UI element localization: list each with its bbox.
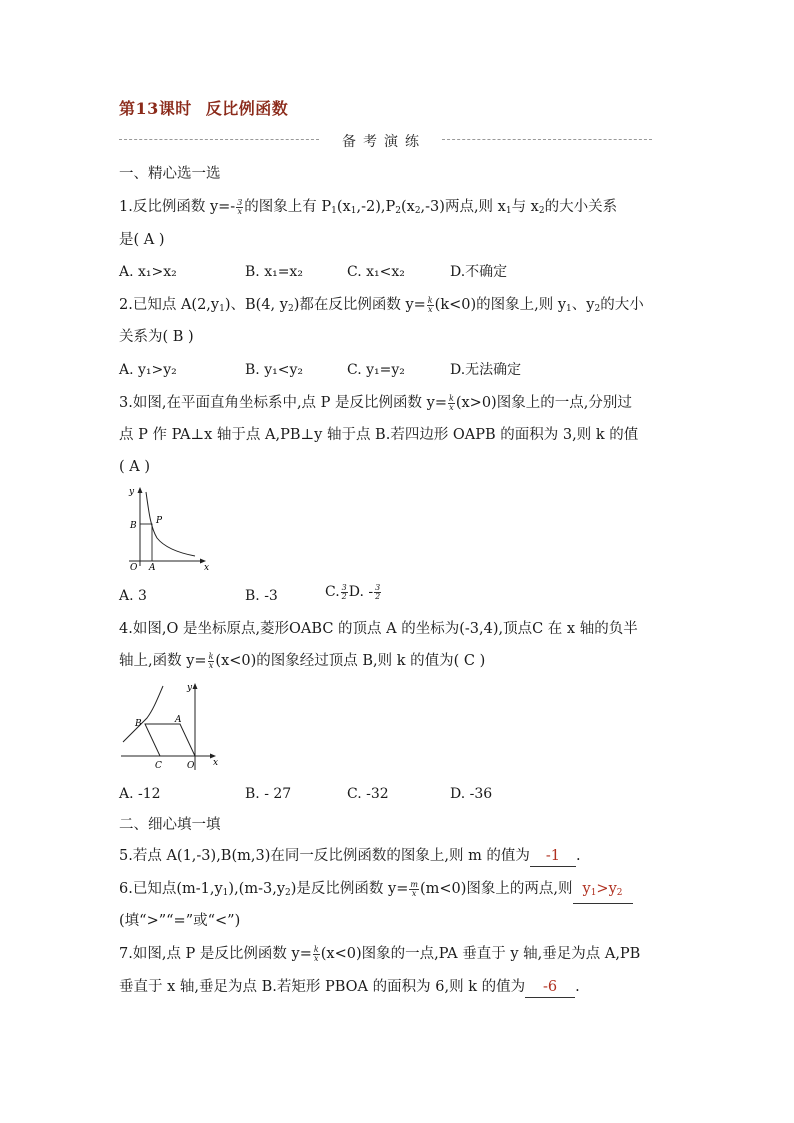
q6-answer-part: y: [582, 881, 591, 897]
q4-figure: [115, 680, 225, 775]
q4-label-a: A: [175, 715, 182, 725]
q2-frac-numerator: k: [427, 295, 433, 305]
q3-rectangle-oapb: [140, 524, 152, 561]
q3-label-o: O: [130, 563, 138, 573]
question-3-line-2: 点 P 作 PA⊥x 轴于点 A,PB⊥y 轴于点 B.若四边形 OAPB 的面积为 3,则 k 的值: [119, 427, 639, 443]
q5-text: 5.若点 A(1,-3),B(m,3)在同一反比例函数的图象上,则 m 的值为: [119, 848, 530, 864]
q1-text: ,-3)两点,则 x: [420, 199, 506, 215]
q1-text: 与 x: [511, 199, 539, 215]
q3-optc-numerator: 3: [341, 582, 347, 592]
question-6-line-1: [119, 879, 633, 904]
q4-label-y: y: [187, 683, 193, 693]
q1-sub: 1: [350, 206, 357, 216]
q6-text: )是反比例函数 y=: [290, 881, 409, 897]
lesson-number: 第13课时: [119, 99, 192, 118]
q2-option-b: B. y₁<y₂: [245, 362, 303, 378]
q2-fraction: [427, 297, 434, 314]
q4-frac-numerator: k: [208, 651, 214, 661]
question-1-line-1: [119, 197, 617, 221]
question-2-line-2: 关系为( B ): [119, 329, 194, 345]
q1-fraction: [236, 199, 243, 216]
q2-text: 2.已知点 A(2,y: [119, 297, 220, 313]
q2-sub: 2: [594, 304, 601, 314]
q2-text: 、y: [571, 297, 595, 313]
q2-text: 的大小: [600, 297, 644, 313]
q4-text: (x<0)的图象经过顶点 B,则 k 的值为( C ): [215, 653, 486, 669]
divider-label: 备考演练: [342, 134, 426, 150]
q1-text: 的图象上有 P: [244, 199, 332, 215]
question-7-line-1: [119, 944, 640, 964]
q7-frac-numerator: k: [313, 944, 319, 954]
q4-curve: [123, 686, 163, 742]
q1-option-d: D.不确定: [450, 264, 508, 280]
q4-option-d: D. -36: [450, 786, 493, 802]
question-4-line-1: 4.如图,O 是坐标原点,菱形OABC 的顶点 A 的坐标为(-3,4),顶点C 在 x 轴的负半: [119, 621, 638, 637]
q3-option-a: A. 3: [119, 588, 147, 604]
q4-rhombus-oabc: [145, 724, 195, 756]
q4-text: 轴上,函数 y=: [119, 653, 207, 669]
q7-fraction: [313, 946, 320, 963]
q3-option-c-d: [325, 582, 382, 602]
q1-option-a: A. x₁>x₂: [119, 264, 177, 280]
q1-frac-denominator: x: [237, 206, 242, 216]
q1-text: (x: [336, 199, 351, 215]
q2-text: )都在反比例函数 y=: [293, 297, 426, 313]
q1-option-b: B. x₁=x₂: [245, 264, 303, 280]
divider-right-line: [442, 139, 652, 140]
q3-y-arrow-icon: [138, 487, 143, 493]
q4-option-c: C. -32: [347, 786, 389, 802]
q2-text: )、B(4, y: [224, 297, 288, 313]
q6-answer-sub: 2: [616, 888, 623, 898]
q7-text: 7.如图,点 P 是反比例函数 y=: [119, 946, 312, 962]
q2-frac-denominator: x: [427, 304, 433, 314]
q5-answer-blank[interactable]: -1: [530, 846, 576, 867]
q6-fraction: [409, 881, 419, 898]
q4-label-b: B: [135, 719, 142, 729]
q2-sub: 1: [219, 304, 225, 314]
q6-frac-denominator: x: [411, 888, 417, 898]
question-5: [119, 846, 581, 867]
q3-label-p: P: [156, 516, 163, 526]
q6-answer-blank[interactable]: [573, 879, 633, 904]
q3-label-a: A: [149, 563, 156, 573]
q4-label-o: O: [187, 761, 195, 771]
q4-frac-denominator: x: [208, 660, 214, 670]
question-3-line-1: [119, 393, 632, 413]
q1-sub: 1: [505, 206, 512, 216]
q3-label-x: x: [204, 563, 210, 573]
q7-frac-denominator: x: [314, 953, 319, 963]
q3-option-c-fraction: [341, 584, 348, 601]
q2-text: (k<0)的图象上,则 y: [434, 297, 567, 313]
q3-optd-denominator: 2: [375, 591, 381, 601]
q6-sub: 1: [222, 888, 229, 898]
q2-sub: 2: [287, 304, 294, 314]
question-4-line-2: [119, 651, 485, 671]
q3-label-y: y: [129, 487, 135, 497]
question-6-line-2: (填“>”“=”或“<”): [119, 913, 241, 929]
q4-option-a: A. -12: [119, 786, 161, 802]
q7-text: .: [575, 979, 580, 995]
q4-y-arrow-icon: [193, 683, 198, 689]
q2-option-d: D.无法确定: [450, 362, 522, 378]
question-1-line-2: 是( A ): [119, 232, 165, 248]
q3-curve: [146, 492, 195, 556]
q7-text: 垂直于 x 轴,垂足为点 B.若矩形 PBOA 的面积为 6,则 k 的值为: [119, 979, 526, 995]
q3-label-b: B: [130, 521, 137, 531]
q1-sub: 2: [538, 206, 545, 216]
question-7-line-2: [119, 977, 580, 998]
q1-sub: 2: [395, 206, 401, 216]
q3-frac-numerator: k: [448, 393, 454, 403]
page-title: [119, 96, 288, 119]
q6-frac-numerator: m: [410, 879, 418, 889]
q1-frac-numerator: 3: [237, 197, 243, 207]
q1-text: ,-2),P: [356, 199, 396, 215]
q3-optc-denominator: 2: [341, 591, 347, 601]
q4-option-b: B. - 27: [245, 786, 292, 802]
section-heading-fill: 二、细心填一填: [119, 817, 221, 833]
q1-text: (x: [400, 199, 415, 215]
q3-option-d-label: D. -: [348, 584, 374, 600]
q3-option-c-label: C.: [325, 584, 340, 600]
q5-text: .: [575, 848, 581, 864]
lesson-topic: 反比例函数: [205, 99, 289, 118]
q6-answer-sub: 1: [590, 888, 597, 898]
section-divider: [119, 131, 652, 149]
section-heading-choice: 一、精心选一选: [119, 166, 221, 182]
q3-option-b: B. -3: [245, 588, 278, 604]
q6-sub: 2: [285, 888, 291, 898]
q4-fraction: [208, 653, 215, 670]
q1-sub: 2: [414, 206, 421, 216]
q7-answer-blank[interactable]: -6: [525, 977, 575, 998]
divider-left-line: [119, 139, 319, 140]
q3-optd-numerator: 3: [375, 582, 381, 592]
q1-option-c: C. x₁<x₂: [347, 264, 405, 280]
q1-text: 1.反比例函数 y=-: [119, 199, 236, 215]
q3-text: 3.如图,在平面直角坐标系中,点 P 是反比例函数 y=: [119, 395, 447, 411]
q7-text: (x<0)图象的一点,PA 垂直于 y 轴,垂足为点 A,PB: [320, 946, 641, 962]
q1-text: 的大小关系: [544, 199, 618, 215]
q2-sub: 1: [566, 304, 572, 314]
q2-option-c: C. y₁=y₂: [347, 362, 405, 378]
q6-text: (m<0)图象上的两点,则: [419, 881, 573, 897]
q2-option-a: A. y₁>y₂: [119, 362, 177, 378]
q6-text: 6.已知点(m-1,y: [119, 881, 223, 897]
q3-figure: [115, 484, 215, 574]
question-2-line-1: [119, 295, 644, 319]
q3-frac-denominator: x: [449, 402, 454, 412]
q3-fraction: [448, 395, 455, 412]
q1-sub: 1: [331, 206, 337, 216]
q6-answer-part: >y: [596, 881, 617, 897]
q3-option-d-fraction: [374, 584, 381, 601]
q4-label-c: C: [155, 761, 162, 771]
q4-label-x: x: [213, 758, 219, 768]
q3-text: (x>0)图象上的一点,分别过: [455, 395, 632, 411]
question-3-line-3: ( A ): [119, 459, 151, 475]
q6-text: ),(m-3,y: [228, 881, 286, 897]
